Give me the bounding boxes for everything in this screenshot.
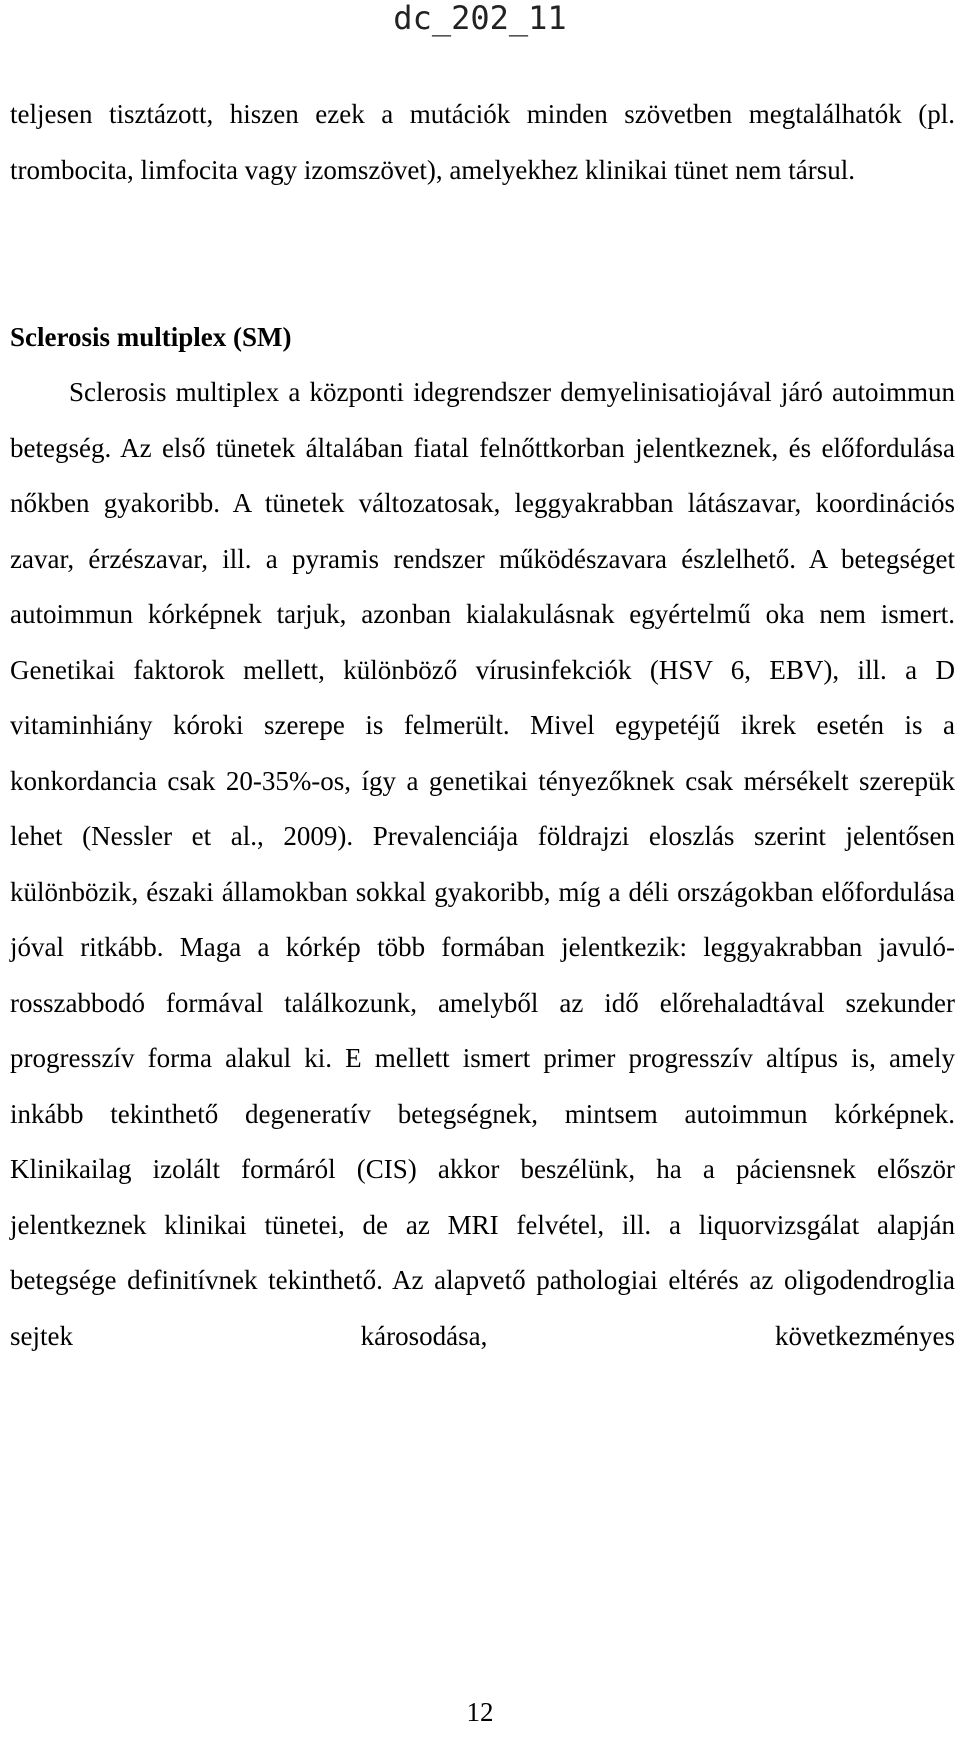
paragraph-intro: teljesen tisztázott, hiszen ezek a mutációk minden szövetben megtalálhatók (pl. trombocita, limfocita vagy izomszövet), amelyekhez klinikai tünet nem társul.	[10, 99, 955, 185]
paragraph-body-text: Sclerosis multiplex a központi idegrendszer demyelinisatiojával járó autoimmun betegség. Az első tünetek általában fiatal felnőttkorban jelentkeznek, és előfordulása nőkben gyakoribb. A tünetek változatosak, leggyakrabban látászavar, koordinációs zavar, érzészavar, ill. a pyramis rendszer működészavara észlelhető. A betegséget autoimmun kórképnek tarjuk, azonban kialakulásnak egyértelmű oka nem ismert. Genetikai faktorok mellett, különböző vírusinfekciók (HSV 6, EBV), ill. a D vitaminhiány kóroki szerepe is felmerült. Mivel egypetéjű ikrek esetén is a konkordancia csak 20-35%-os, így a genetikai tényezőknek csak mérsékelt szerepük lehet (Nessler et al., 2009). Prevalenciája földrajzi eloszlás szerint jelentősen különbözik, északi államokban sokkal gyakoribb, míg a déli országokban előfordulása jóval ritkább. Maga a kórkép több formában jelentkezik: leggyakrabban javuló-rosszabbodó formával találkozunk, amelyből az idő előrehaladtával szekunder progresszív forma alakul ki. E mellett ismert primer progresszív altípus is, amely inkább tekinthető degeneratív betegségnek, mintsem autoimmun kórképnek. Klinikailag izolált formáról (CIS) akkor beszélünk, ha a páciensnek először jelentkeznek klinikai tünetei, de az MRI felvétel, ill. a liquorvizsgálat alapján betegsége definitívnek tekinthető. Az alapvető pathologiai eltérés az oligodendroglia sejtek károsodása, következményes	[10, 377, 955, 1351]
paragraph-section-body	[10, 365, 955, 1364]
document-code-header: dc_202_11	[393, 0, 567, 37]
section-heading: Sclerosis multiplex (SM)	[10, 322, 292, 352]
page-number: 12	[466, 1697, 494, 1727]
